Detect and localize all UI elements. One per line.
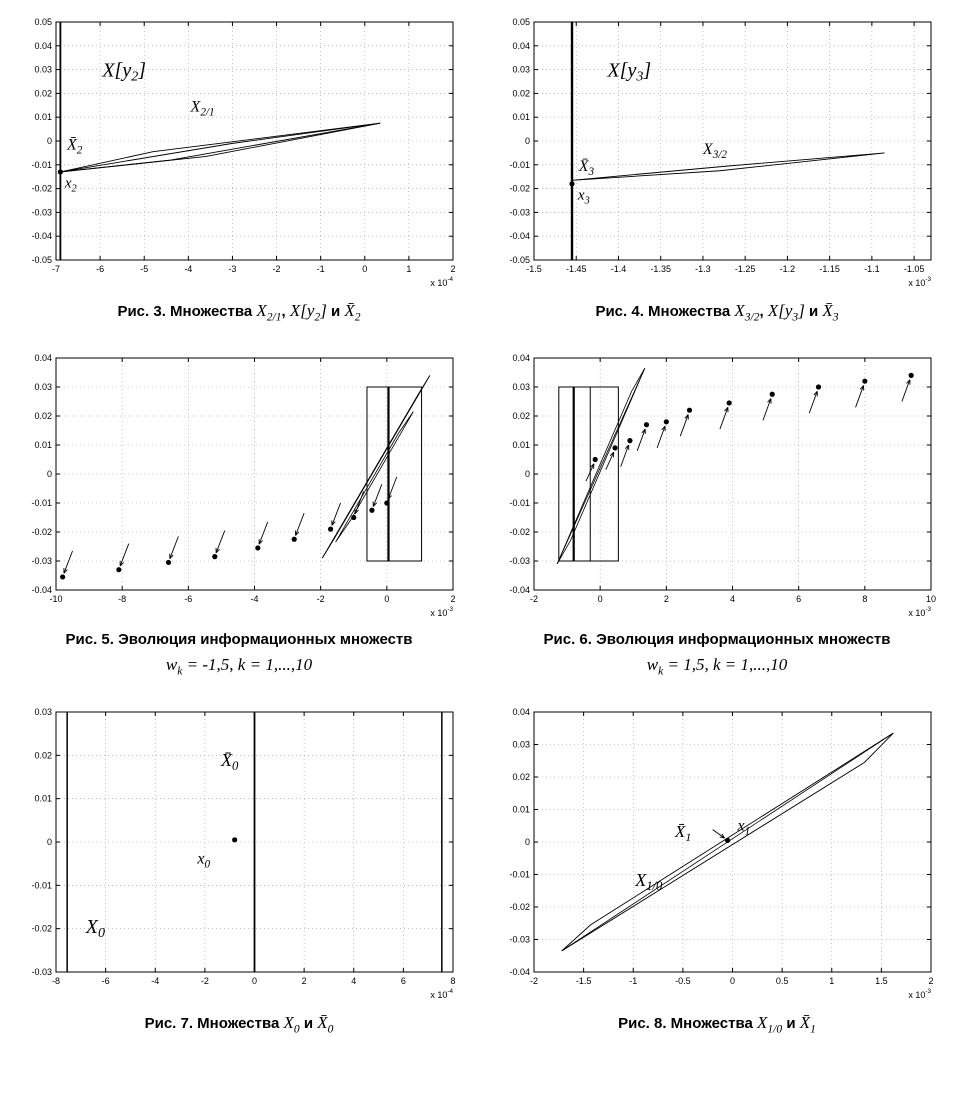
y-tick-label: 0.01 — [33, 440, 52, 451]
arrow — [712, 830, 724, 838]
x-tick-label: -1.3 — [694, 264, 711, 274]
set-label: $X[y_2]$ — [101, 59, 146, 85]
set-labels — [576, 60, 726, 207]
x-tick-label: -4 — [183, 264, 192, 274]
x-tick-label: 2 — [449, 594, 456, 605]
y-tick-label: 0.02 — [511, 771, 530, 782]
data-point — [384, 501, 389, 506]
set-label: $X_{1/0}$ — [634, 869, 662, 893]
y-tick-label: 0.01 — [511, 112, 530, 123]
axis-box — [534, 22, 931, 260]
set-labels — [63, 60, 214, 195]
x-tick-label: -1 — [628, 975, 637, 986]
y-tick-label: -0.03 — [508, 556, 530, 567]
axis-scale-label: x $10^{-3}$ — [429, 606, 453, 619]
set-label: $x_1$ — [736, 817, 750, 838]
axis-scale-label: x $10^{-3}$ — [907, 987, 931, 1000]
y-tick-label: 0 — [524, 136, 530, 146]
x-tick-label: 2 — [301, 975, 307, 986]
x-tick-label: -5 — [139, 264, 148, 274]
set-label: $x_3$ — [577, 187, 590, 207]
x-tick-label: 0 — [729, 975, 735, 986]
data-point — [327, 527, 332, 532]
figure-5-plot — [12, 348, 467, 620]
y-tick-label: 0.05 — [511, 17, 530, 27]
x-tick-label: 8 — [861, 594, 867, 605]
caption-math-segment: $w_k$ — [165, 654, 183, 677]
y-tick-label: 0.02 — [33, 411, 52, 422]
x-tick-label: -1.45 — [565, 264, 586, 274]
x-tick-label: 0 — [251, 975, 257, 986]
data-points — [57, 169, 62, 174]
y-tick-label: 0.04 — [33, 353, 52, 364]
x-tick-label: -2 — [200, 975, 209, 986]
data-point — [862, 379, 867, 384]
x-tick-label: -0.5 — [674, 975, 691, 986]
data-point — [255, 546, 260, 551]
fig-4-svg — [490, 12, 945, 290]
arrow — [216, 531, 225, 553]
figure-8-plot — [490, 702, 945, 1002]
y-tick-label: -0.01 — [508, 498, 530, 509]
caption-math-segment: = 1,...,10 — [720, 654, 788, 674]
arrow — [901, 380, 909, 402]
x-tick-label: -8 — [51, 975, 60, 986]
data-point — [116, 567, 121, 572]
x-tick-label: -2 — [529, 975, 538, 986]
y-tick-label: -0.01 — [508, 869, 530, 880]
caption-text-segment: и — [804, 303, 823, 320]
figures-grid — [0, 12, 957, 1038]
x-tick-label: -2 — [272, 264, 281, 274]
y-tick-label: 0 — [46, 469, 52, 480]
y-tick-label: -0.04 — [508, 585, 530, 596]
y-tick-label: -0.03 — [30, 207, 52, 218]
x-tick-label: 0 — [383, 594, 389, 605]
x-tick-label: -1.4 — [610, 264, 626, 274]
set-edge-line — [557, 368, 645, 564]
y-tick-label: -0.01 — [30, 159, 52, 170]
y-tick-label: 0.04 — [511, 353, 530, 364]
y-tick-label: 0.03 — [511, 739, 530, 750]
set-label: $x_2$ — [64, 175, 77, 195]
caption-line — [595, 298, 838, 326]
arrow — [120, 544, 129, 566]
caption-math-segment: $X_0$ — [283, 1012, 300, 1036]
x-tick-label: 0 — [597, 594, 603, 605]
y-tick-label: 0.01 — [33, 793, 52, 804]
y-tick-label: -0.03 — [508, 934, 530, 945]
x-tick-label: -6 — [101, 975, 110, 986]
y-tick-label: -0.01 — [30, 498, 52, 509]
arrows — [712, 830, 724, 838]
figure-3-plot — [12, 12, 467, 290]
x-tick-label: -1.25 — [734, 264, 755, 274]
fig-5-svg — [12, 348, 467, 620]
x-tick-label: -8 — [117, 594, 126, 605]
x-tick-label: -4 — [150, 975, 159, 986]
figure-7-caption — [145, 1010, 334, 1038]
y-tick-label: 0 — [46, 136, 52, 146]
y-tick-label: 0.03 — [33, 382, 52, 393]
y-tick-label: -0.05 — [30, 255, 52, 265]
caption-line — [544, 652, 891, 680]
set-rect — [558, 387, 618, 561]
x-tick-label: 6 — [795, 594, 801, 605]
grid — [56, 22, 453, 260]
data-point — [726, 401, 731, 406]
caption-math-segment: = 1,5, — [663, 654, 713, 674]
figure-7 — [12, 702, 467, 1038]
figure-3-caption — [117, 298, 360, 326]
data-point — [60, 575, 65, 580]
grid — [56, 358, 453, 590]
caption-text-segment: и — [299, 1014, 318, 1032]
fig-7-svg — [12, 702, 467, 1002]
data-point — [592, 457, 597, 462]
x-tick-label: -1.05 — [903, 264, 924, 274]
y-tick-label: 0.03 — [511, 382, 530, 393]
data-points — [60, 501, 389, 580]
y-tick-label: 0.04 — [511, 706, 530, 717]
x-tick-label: -1.15 — [818, 264, 840, 274]
arrow — [259, 522, 268, 544]
x-tick-label: -1.1 — [863, 264, 880, 274]
caption-math-segment: $X̄_2$ — [344, 301, 361, 324]
axis-box — [56, 22, 453, 260]
figure-8 — [490, 702, 945, 1038]
y-tick-label: 0.02 — [33, 750, 52, 761]
x-tick-label: 6 — [400, 975, 406, 986]
fig-3-svg — [12, 12, 467, 290]
x-tick-label: 2 — [449, 264, 456, 274]
arrow — [331, 503, 340, 525]
x-tick-label: 2 — [927, 975, 934, 986]
caption-line — [66, 652, 413, 680]
y-tick-label: -0.05 — [508, 255, 530, 265]
data-point — [232, 837, 237, 842]
caption-text-segment: Рис. 4. Множества — [595, 303, 735, 320]
data-point — [57, 169, 62, 174]
caption-line — [66, 628, 413, 651]
data-point — [663, 420, 668, 425]
axes — [31, 707, 455, 1000]
figure-7-plot — [12, 702, 467, 1002]
y-tick-label: -0.02 — [30, 923, 52, 934]
y-tick-label: -0.04 — [30, 585, 52, 596]
caption-math-segment: $X_{3/2}$ — [734, 301, 760, 324]
y-tick-label: -0.03 — [30, 966, 52, 977]
caption-math-segment: = -1,5, — [182, 654, 238, 674]
x-tick-label: 4 — [729, 594, 735, 605]
caption-line — [544, 628, 891, 651]
caption-line — [117, 298, 360, 326]
arrows — [585, 380, 909, 482]
axes — [31, 17, 455, 288]
caption-math-segment: $X_{1/0}$ — [757, 1012, 783, 1036]
data-point — [351, 515, 356, 520]
figure-5 — [12, 348, 467, 680]
data-point — [686, 408, 691, 413]
axes — [31, 353, 455, 618]
grid — [534, 22, 931, 260]
y-tick-label: -0.04 — [30, 231, 52, 242]
x-tick-label: 2 — [663, 594, 669, 605]
arrow — [657, 426, 665, 448]
caption-line — [145, 1010, 334, 1038]
x-tick-label: 8 — [449, 975, 456, 986]
axes — [509, 707, 933, 1000]
figure-4-plot — [490, 12, 945, 290]
set-edge-line — [322, 376, 430, 559]
set-label: $X̄_3$ — [578, 157, 594, 178]
set-polygon — [572, 153, 885, 180]
figure-6 — [490, 348, 945, 680]
caption-text-segment: и — [326, 303, 345, 320]
data-point — [769, 392, 774, 397]
x-tick-label: 4 — [350, 975, 356, 986]
set-label: $X̄_1$ — [674, 822, 691, 844]
figure-4-caption — [595, 298, 838, 326]
y-tick-label: 0.03 — [511, 64, 530, 75]
data-point — [165, 560, 170, 565]
fig-6-svg — [490, 348, 945, 620]
fig-8-svg — [490, 702, 945, 1002]
y-tick-label: -0.02 — [508, 901, 530, 912]
axis-scale-label: x $10^{-4}$ — [429, 987, 453, 1000]
data-point — [212, 554, 217, 559]
x-tick-label: 0.5 — [775, 975, 788, 986]
y-tick-label: 0.03 — [33, 64, 52, 75]
x-tick-label: -1.5 — [575, 975, 591, 986]
caption-text-segment: Рис. 7. Множества — [144, 1014, 284, 1032]
y-tick-label: 0.04 — [33, 40, 52, 51]
caption-text-segment: Рис. 5. Эволюция информационных множеств — [65, 631, 413, 649]
x-tick-label: -6 — [95, 264, 104, 274]
data-point — [612, 446, 617, 451]
x-tick-label: -4 — [249, 594, 259, 605]
x-tick-label: -2 — [316, 594, 325, 605]
arrow — [637, 429, 645, 451]
arrow — [855, 386, 863, 408]
figure-8-caption — [618, 1010, 816, 1038]
x-tick-label: 1 — [828, 975, 834, 986]
x-tick-label: 10 — [925, 594, 936, 605]
data-points — [592, 373, 913, 462]
x-tick-label: -7 — [51, 264, 60, 274]
caption-text-segment: Рис. 6. Эволюция информационных множеств — [543, 631, 891, 649]
data-point — [815, 385, 820, 390]
data-point — [724, 838, 729, 843]
data-points — [569, 181, 574, 186]
caption-math-segment: k — [237, 654, 246, 674]
caption-line — [618, 1010, 816, 1038]
x-tick-label: -2 — [529, 594, 538, 605]
figure-3 — [12, 12, 467, 326]
set-label: $X̄_0$ — [220, 750, 238, 774]
y-tick-label: 0.02 — [511, 411, 530, 422]
caption-math-segment: $X̄_3$ — [822, 301, 839, 324]
set-label: $X_{2/1}$ — [190, 98, 215, 119]
x-tick-label: -10 — [48, 594, 63, 605]
y-tick-label: -0.02 — [30, 527, 52, 538]
x-tick-label: -1.5 — [525, 264, 542, 274]
data-points — [724, 838, 729, 843]
data-point — [643, 422, 648, 427]
set-labels — [84, 750, 238, 941]
y-tick-label: -0.02 — [30, 183, 52, 194]
caption-text-segment: Рис. 8. Множества — [618, 1014, 757, 1032]
figure-4 — [490, 12, 945, 326]
y-tick-label: 0 — [524, 836, 530, 847]
y-tick-label: -0.01 — [30, 880, 52, 891]
y-tick-label: -0.01 — [508, 159, 530, 170]
set-shapes — [322, 376, 430, 562]
set-polygon — [335, 412, 413, 543]
figure-5-caption — [66, 628, 413, 680]
y-tick-label: -0.04 — [508, 966, 530, 977]
caption-math-segment: $X[y_2]$ — [289, 301, 327, 324]
y-tick-label: 0.01 — [511, 440, 530, 451]
grid — [534, 358, 931, 590]
arrow — [719, 408, 727, 430]
y-tick-label: 0.05 — [33, 17, 52, 27]
caption-text-segment: Рис. 3. Множества — [117, 303, 257, 320]
y-tick-label: -0.02 — [508, 527, 530, 538]
arrow — [63, 551, 72, 573]
data-point — [569, 181, 574, 186]
grid — [534, 712, 931, 972]
x-tick-label: 0 — [361, 264, 367, 274]
y-tick-label: -0.03 — [508, 207, 530, 218]
set-shapes — [67, 712, 442, 972]
y-tick-label: 0.02 — [33, 88, 52, 99]
caption-text-segment: , — [759, 303, 768, 320]
arrow — [295, 513, 304, 535]
caption-math-segment: $X[y_3]$ — [767, 301, 805, 324]
x-tick-label: -1.35 — [649, 264, 671, 274]
caption-text-segment: , — [281, 303, 290, 320]
y-tick-label: 0.03 — [33, 706, 52, 717]
x-tick-label: 1.5 — [874, 975, 888, 986]
caption-math-segment: $X̄_1$ — [799, 1012, 816, 1036]
data-point — [291, 537, 296, 542]
caption-math-segment: $w_k$ — [646, 654, 664, 677]
y-tick-label: -0.03 — [30, 556, 52, 567]
data-points — [232, 837, 237, 842]
set-label: $x_0$ — [196, 850, 210, 871]
x-tick-label: -3 — [227, 264, 236, 274]
caption-math-segment: k — [712, 654, 721, 674]
data-point — [369, 508, 374, 513]
arrow — [169, 537, 178, 559]
y-tick-label: 0.01 — [33, 112, 52, 123]
set-label: $X[y_3]$ — [606, 59, 651, 85]
y-tick-label: 0 — [524, 469, 530, 480]
caption-math-segment: $X̄_0$ — [317, 1012, 334, 1036]
y-tick-label: 0.01 — [511, 804, 530, 815]
set-label: $X̄_2$ — [66, 136, 82, 157]
y-tick-label: 0 — [46, 836, 52, 847]
arrow — [680, 415, 688, 437]
axis-scale-label: x $10^{-3}$ — [907, 276, 931, 288]
y-tick-label: -0.02 — [508, 183, 530, 194]
set-shapes — [557, 368, 645, 564]
figure-6-caption — [544, 628, 891, 680]
set-label: $X_{3/2}$ — [702, 141, 727, 162]
figure-6-plot — [490, 348, 945, 620]
arrow — [762, 399, 770, 421]
arrow — [605, 453, 613, 470]
x-tick-label: -1 — [316, 264, 325, 274]
axis-scale-label: x $10^{-3}$ — [907, 606, 931, 619]
arrow — [620, 445, 628, 467]
caption-math-segment: $X_{2/1}$ — [256, 301, 282, 324]
x-tick-label: -6 — [183, 594, 192, 605]
axis-scale-label: x $10^{-4}$ — [429, 276, 453, 288]
x-tick-label: -1.2 — [779, 264, 795, 274]
data-point — [908, 373, 913, 378]
set-label: $X_0$ — [85, 915, 105, 941]
y-tick-label: 0.02 — [511, 88, 530, 99]
data-point — [627, 438, 632, 443]
y-tick-label: -0.04 — [508, 231, 530, 242]
caption-math-segment: = 1,...,10 — [245, 654, 313, 674]
arrow — [809, 392, 817, 414]
y-tick-label: 0.04 — [511, 40, 530, 51]
caption-text-segment: и — [782, 1014, 800, 1032]
x-tick-label: 1 — [405, 264, 411, 274]
